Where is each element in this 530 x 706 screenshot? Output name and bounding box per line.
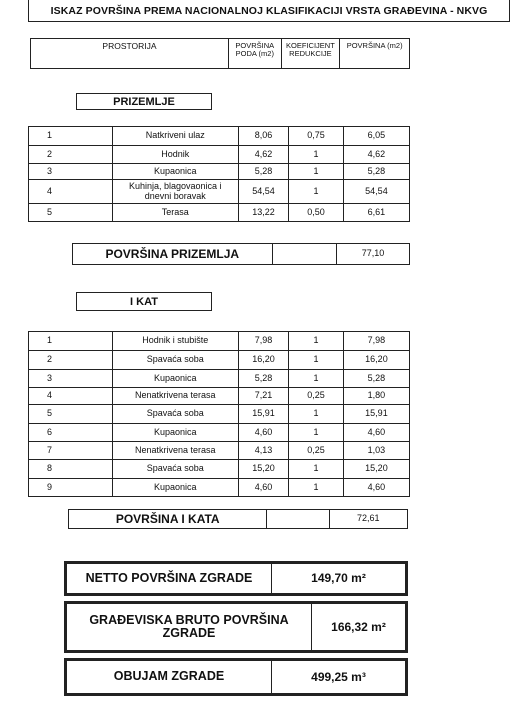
col-name-header: PROSTORIJA xyxy=(31,39,229,69)
reduction-coefficient: 0,25 xyxy=(289,442,344,460)
room-name: Kuhinja, blagovaonica i dnevni boravak xyxy=(112,180,238,204)
row-number: 4 xyxy=(29,388,113,405)
room-name: Nenatkrivena terasa xyxy=(112,442,238,460)
table-row xyxy=(29,351,410,370)
reduction-coefficient: 1 xyxy=(289,180,344,204)
room-name: Spavaća soba xyxy=(112,405,238,424)
room-name: Spavaća soba xyxy=(112,351,238,370)
reduction-coefficient: 1 xyxy=(289,332,344,351)
floor-area: 5,28 xyxy=(238,370,288,388)
ground-floor-table xyxy=(28,126,410,222)
table-row xyxy=(29,180,410,204)
volume-block xyxy=(64,658,408,696)
gross-area-value: 166,32 m² xyxy=(312,604,406,651)
reduction-coefficient: 1 xyxy=(289,370,344,388)
net-area: 1,80 xyxy=(343,388,409,405)
reduction-coefficient: 1 xyxy=(289,479,344,497)
row-number: 4 xyxy=(29,180,113,204)
floor-area: 15,91 xyxy=(238,405,288,424)
first-sum-spacer xyxy=(267,510,329,529)
net-area: 7,98 xyxy=(343,332,409,351)
gross-area-block xyxy=(64,601,408,653)
ground-floor-label: PRIZEMLJE xyxy=(76,93,212,110)
row-number: 3 xyxy=(29,164,113,180)
net-area: 54,54 xyxy=(343,180,409,204)
table-row xyxy=(29,146,410,164)
row-number: 6 xyxy=(29,424,113,442)
row-number: 3 xyxy=(29,370,113,388)
floor-area: 4,60 xyxy=(238,424,288,442)
row-number: 8 xyxy=(29,460,113,479)
first-sum-value: 72,61 xyxy=(329,510,407,529)
column-header xyxy=(30,38,410,69)
reduction-coefficient: 1 xyxy=(289,460,344,479)
ground-floor-sum xyxy=(72,243,410,265)
table-row xyxy=(29,424,410,442)
net-area: 1,03 xyxy=(343,442,409,460)
table-row xyxy=(29,204,410,222)
net-area-block xyxy=(64,561,408,596)
net-area: 4,60 xyxy=(343,479,409,497)
table-row xyxy=(29,370,410,388)
floor-area: 8,06 xyxy=(238,127,288,146)
net-area: 6,05 xyxy=(343,127,409,146)
floor-area: 16,20 xyxy=(238,351,288,370)
floor-area: 7,21 xyxy=(238,388,288,405)
first-sum-label: POVRŠINA I KATA xyxy=(69,510,267,529)
reduction-coefficient: 0,25 xyxy=(289,388,344,405)
net-area: 5,28 xyxy=(343,370,409,388)
net-area: 5,28 xyxy=(343,164,409,180)
first-floor-sum xyxy=(68,509,408,529)
floor-area: 4,60 xyxy=(238,479,288,497)
floor-area: 13,22 xyxy=(238,204,288,222)
row-number: 5 xyxy=(29,405,113,424)
col-coef-header: KOEFICIJENT REDUKCIJE xyxy=(281,39,340,69)
col-result-header: POVRŠINA (m2) xyxy=(340,39,410,69)
net-area-label: NETTO POVRŠINA ZGRADE xyxy=(67,564,272,594)
gross-area-label: GRAĐEVISKA BRUTO POVRŠINA ZGRADE xyxy=(67,604,312,651)
room-name: Hodnik xyxy=(112,146,238,164)
col-area-header: POVRŠINA PODA (m2) xyxy=(229,39,282,69)
row-number: 9 xyxy=(29,479,113,497)
row-number: 1 xyxy=(29,127,113,146)
room-name: Kupaonica xyxy=(112,164,238,180)
net-area: 15,91 xyxy=(343,405,409,424)
room-name: Hodnik i stubište xyxy=(112,332,238,351)
room-name: Natkriveni ulaz xyxy=(112,127,238,146)
first-floor-label: I KAT xyxy=(76,292,212,311)
reduction-coefficient: 1 xyxy=(289,164,344,180)
table-row xyxy=(29,405,410,424)
floor-area: 54,54 xyxy=(238,180,288,204)
ground-sum-spacer xyxy=(272,244,336,265)
first-floor-table xyxy=(28,331,410,497)
row-number: 5 xyxy=(29,204,113,222)
net-area: 15,20 xyxy=(343,460,409,479)
floor-area: 15,20 xyxy=(238,460,288,479)
row-number: 1 xyxy=(29,332,113,351)
table-row xyxy=(29,164,410,180)
table-row xyxy=(29,442,410,460)
table-row xyxy=(29,479,410,497)
reduction-coefficient: 1 xyxy=(289,351,344,370)
table-row xyxy=(29,127,410,146)
volume-value: 499,25 m³ xyxy=(272,661,406,694)
net-area: 4,62 xyxy=(343,146,409,164)
net-area: 6,61 xyxy=(343,204,409,222)
net-area: 4,60 xyxy=(343,424,409,442)
table-row xyxy=(29,388,410,405)
net-area-value: 149,70 m² xyxy=(272,564,406,594)
reduction-coefficient: 0,50 xyxy=(289,204,344,222)
room-name: Kupaonica xyxy=(112,370,238,388)
room-name: Nenatkrivena terasa xyxy=(112,388,238,405)
table-row xyxy=(29,460,410,479)
room-name: Terasa xyxy=(112,204,238,222)
volume-label: OBUJAM ZGRADE xyxy=(67,661,272,694)
reduction-coefficient: 0,75 xyxy=(289,127,344,146)
room-name: Kupaonica xyxy=(112,424,238,442)
reduction-coefficient: 1 xyxy=(289,146,344,164)
floor-area: 4,13 xyxy=(238,442,288,460)
floor-area: 4,62 xyxy=(238,146,288,164)
ground-sum-label: POVRŠINA PRIZEMLJA xyxy=(73,244,273,265)
room-name: Kupaonica xyxy=(112,479,238,497)
row-number: 7 xyxy=(29,442,113,460)
row-number: 2 xyxy=(29,351,113,370)
table-row xyxy=(29,332,410,351)
document-title: ISKAZ POVRŠINA PREMA NACIONALNOJ KLASIFIKACIJI VRSTA GRAĐEVINA - NKVG xyxy=(28,0,510,22)
floor-area: 7,98 xyxy=(238,332,288,351)
room-name: Spavaća soba xyxy=(112,460,238,479)
reduction-coefficient: 1 xyxy=(289,405,344,424)
ground-sum-value: 77,10 xyxy=(336,244,409,265)
net-area: 16,20 xyxy=(343,351,409,370)
reduction-coefficient: 1 xyxy=(289,424,344,442)
row-number: 2 xyxy=(29,146,113,164)
floor-area: 5,28 xyxy=(238,164,288,180)
